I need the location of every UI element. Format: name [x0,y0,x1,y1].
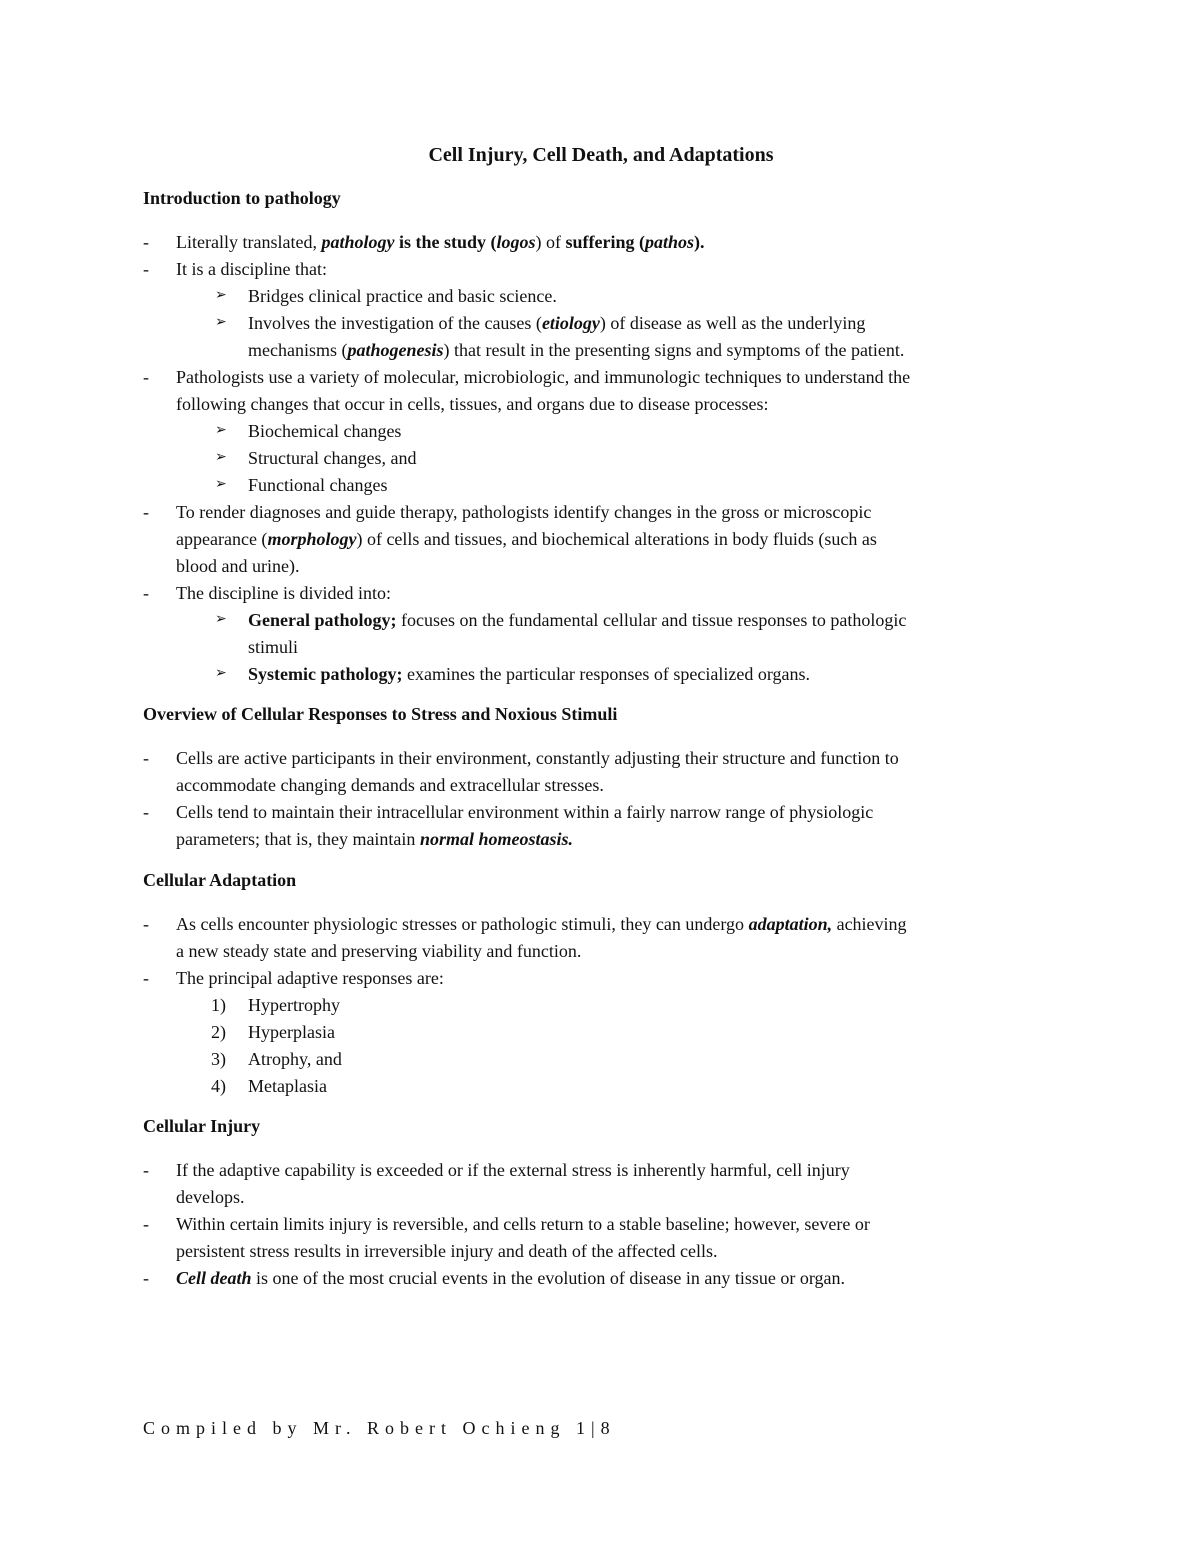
arrow-bullet-icon: ➢ [215,423,227,438]
adaptation-bullet-1-cont: a new steady state and preserving viability and function. [176,941,582,961]
injury-bullet-1: If the adaptive capability is exceeded or if the external stress is inherently harmful, cell injury [176,1160,850,1180]
injury-bullet-2-cont: persistent stress results in irreversible injury and death of the affected cells. [176,1241,718,1261]
intro-sub-bullet: General pathology; focuses on the fundamental cellular and tissue responses to pathologic [248,610,907,630]
adaptation-bullet-2: The principal adaptive responses are: [176,968,444,988]
intro-sub-bullet-cont: stimuli [248,637,299,657]
intro-sub-bullet: Bridges clinical practice and basic science. [248,286,557,306]
numbered-item: Hypertrophy [248,995,340,1015]
bullet-dash: - [143,502,149,522]
numbered-item: Metaplasia [248,1076,327,1096]
numbered-item: Atrophy, and [248,1049,342,1069]
bullet-dash: - [143,748,149,768]
intro-bullet-4: To render diagnoses and guide therapy, pathologists identify changes in the gross or microscopic [176,502,872,522]
intro-sub-bullet-cont: mechanisms (pathogenesis) that result in the presenting signs and symptoms of the patient. [248,340,905,360]
numbered-item-marker: 2) [211,1022,226,1042]
intro-sub-bullet: Biochemical changes [248,421,402,441]
bullet-dash: - [143,583,149,603]
bullet-dash: - [143,259,149,279]
arrow-bullet-icon: ➢ [215,612,227,627]
intro-sub-bullet: Structural changes, and [248,448,417,468]
arrow-bullet-icon: ➢ [215,315,227,330]
bullet-dash: - [143,802,149,822]
section-heading-adaptation: Cellular Adaptation [143,870,297,890]
bullet-dash: - [143,367,149,387]
overview-bullet-2: Cells tend to maintain their intracellular environment within a fairly narrow range of physiologic [176,802,874,822]
section-heading-intro: Introduction to pathology [143,188,341,208]
overview-bullet-2-cont: parameters; that is, they maintain normal homeostasis. [176,829,573,849]
page-title: Cell Injury, Cell Death, and Adaptations [428,144,774,166]
section-heading-injury: Cellular Injury [143,1116,261,1136]
overview-bullet-1: Cells are active participants in their environment, constantly adjusting their structure and function to [176,748,899,768]
numbered-item: Hyperplasia [248,1022,335,1042]
intro-sub-bullet: Involves the investigation of the causes (etiology) of disease as well as the underlying [248,313,866,333]
injury-bullet-2: Within certain limits injury is reversible, and cells return to a stable baseline; however, severe or [176,1214,870,1234]
intro-bullet-5: The discipline is divided into: [176,583,391,603]
intro-bullet-4-cont: appearance (morphology) of cells and tissues, and biochemical alterations in body fluids (such as [176,529,877,549]
arrow-bullet-icon: ➢ [215,288,227,303]
arrow-bullet-icon: ➢ [215,450,227,465]
numbered-item-marker: 1) [211,995,226,1015]
bullet-dash: - [143,914,149,934]
intro-sub-bullet: Functional changes [248,475,388,495]
bullet-dash: - [143,1214,149,1234]
intro-bullet-1: Literally translated, pathology is the study (logos) of suffering (pathos). [176,232,705,252]
numbered-item-marker: 4) [211,1076,226,1096]
numbered-item-marker: 3) [211,1049,226,1069]
adaptation-bullet-1: As cells encounter physiologic stresses or pathologic stimuli, they can undergo adaptation, achieving [176,914,907,934]
intro-bullet-3-cont: following changes that occur in cells, tissues, and organs due to disease processes: [176,394,769,414]
bullet-dash: - [143,1268,149,1288]
intro-bullet-4-cont: blood and urine). [176,556,300,576]
intro-bullet-3: Pathologists use a variety of molecular, microbiologic, and immunologic techniques to understand the [176,367,911,387]
intro-sub-bullet: Systemic pathology; examines the particular responses of specialized organs. [248,664,811,684]
page-footer: Compiled by Mr. Robert Ochieng 1|8 [143,1418,616,1438]
injury-bullet-1-cont: develops. [176,1187,245,1207]
bullet-dash: - [143,1160,149,1180]
injury-bullet-3: Cell death is one of the most crucial events in the evolution of disease in any tissue or organ. [176,1268,846,1288]
bullet-dash: - [143,968,149,988]
arrow-bullet-icon: ➢ [215,666,227,681]
bullet-dash: - [143,232,149,252]
section-heading-overview: Overview of Cellular Responses to Stress and Noxious Stimuli [143,704,618,724]
arrow-bullet-icon: ➢ [215,477,227,492]
overview-bullet-1-cont: accommodate changing demands and extracellular stresses. [176,775,604,795]
intro-bullet-2: It is a discipline that: [176,259,327,279]
